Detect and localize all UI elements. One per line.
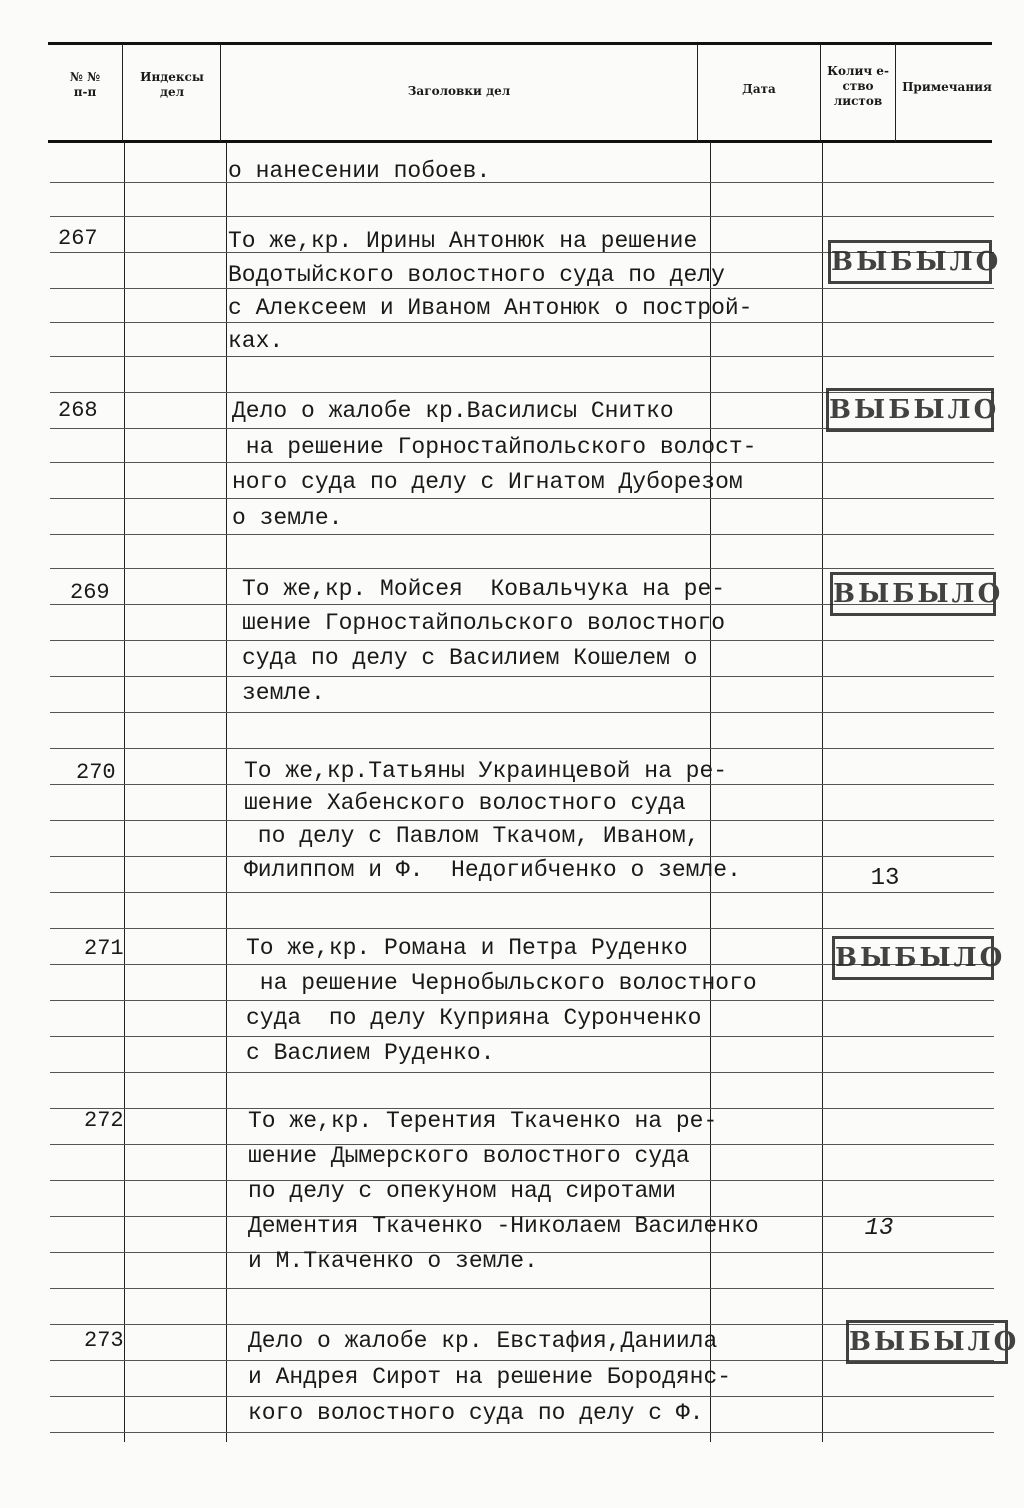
title-line: с Алексеем и Иваном Антонюк о построй- [228, 295, 753, 321]
ruled-line [50, 784, 994, 785]
withdrawn-stamp: ВЫБЫЛО [832, 936, 994, 980]
ruled-line [50, 892, 994, 893]
title-line: кого волостного суда по делу с Ф. [248, 1400, 704, 1426]
title-line: на решение Чернобыльского волостного [246, 970, 757, 996]
title-line: То же,кр. Терентия Ткаченко на ре- [248, 1108, 718, 1134]
title-line: шение Хабенского волостного суда [244, 790, 686, 816]
title-line: Дело о жалобе кр. Евстафия,Даниила [248, 1328, 718, 1354]
withdrawn-stamp: ВЫБЫЛО [826, 388, 994, 432]
header-notes: Примечания [902, 80, 992, 94]
title-line: суда по делу с Василием Кошелем о [242, 645, 698, 671]
withdrawn-stamp: ВЫБЫЛО [830, 572, 996, 616]
column-divider [226, 142, 227, 1442]
ruled-line [50, 356, 994, 357]
header-date: Дата [742, 82, 776, 96]
title-line: и Андрея Сирот на решение Бородянс- [248, 1364, 732, 1390]
ruled-line [50, 1432, 994, 1433]
header-divider [122, 44, 123, 142]
ruled-line [50, 568, 994, 569]
ruled-line [50, 534, 994, 535]
row-number: 267 [58, 226, 98, 251]
ruled-line [50, 640, 994, 641]
ruled-line [50, 928, 994, 929]
sheet-count: 13 [864, 1215, 894, 1242]
header-titles: Заголовки дел [407, 84, 511, 98]
title-line: То же,кр. Ирины Антонюк на решение [228, 228, 698, 254]
ruled-line [50, 1072, 994, 1073]
title-line: Филиппом и Ф. Недогибченко о земле. [244, 857, 741, 883]
title-line: суда по делу Куприяна Суронченко [246, 1005, 702, 1031]
ruled-line [50, 676, 994, 677]
ruled-line [50, 712, 994, 713]
title-line: То же,кр.Татьяны Украинцевой на ре- [244, 758, 728, 784]
header-divider [697, 44, 698, 142]
ruled-line [50, 216, 994, 217]
column-divider [710, 142, 711, 1442]
ruled-line [50, 748, 994, 749]
title-line: и М.Ткаченко о земле. [248, 1248, 538, 1274]
row-number: 272 [84, 1108, 124, 1133]
column-divider [822, 142, 823, 1442]
ruled-line [50, 820, 994, 821]
column-divider [124, 142, 125, 1442]
ruled-line [50, 322, 994, 323]
row-number: 268 [58, 398, 98, 423]
title-line: по делу с опекуном над сиротами [248, 1178, 676, 1204]
row-number: 273 [84, 1328, 124, 1353]
ruled-line [50, 462, 994, 463]
sheet-count: 13 [870, 865, 900, 892]
title-line: То же,кр. Мойсея Ковальчука на ре- [242, 576, 726, 602]
header-index: Индексы дел [140, 70, 204, 99]
ruled-line [50, 1396, 994, 1397]
row-number: 269 [70, 580, 110, 605]
header-divider [820, 44, 821, 142]
table-top-border [48, 42, 992, 45]
title-line: ках. [228, 328, 284, 354]
title-line: земле. [242, 680, 325, 706]
header-sheets: Колич е- ство листов [827, 64, 889, 108]
header-number: № № п-п [69, 70, 101, 99]
ruled-line [50, 1000, 994, 1001]
header-divider [220, 44, 221, 142]
title-line: с Васлием Руденко. [246, 1040, 495, 1066]
ruled-line [50, 1036, 994, 1037]
title-line: Водотыйского волостного суда по делу [228, 262, 725, 288]
header-bottom-border [48, 140, 992, 143]
title-line: на решение Горностайпольского волост- [232, 434, 757, 460]
withdrawn-stamp: ВЫБЫЛО [846, 1320, 1008, 1364]
ruled-line [50, 288, 994, 289]
title-line: по делу с Павлом Ткачом, Иваном, [244, 823, 700, 849]
ruled-line [50, 498, 994, 499]
title-line: Дементия Ткаченко -Николаем Василенко [248, 1213, 759, 1239]
title-line: шение Горностайпольского волостного [242, 610, 726, 636]
title-line: Дело о жалобе кр.Василисы Снитко [232, 398, 674, 424]
header-divider [895, 44, 896, 142]
row-number: 271 [84, 936, 124, 961]
row-number: 270 [76, 760, 116, 785]
withdrawn-stamp: ВЫБЫЛО [828, 240, 992, 284]
title-line: То же,кр. Романа и Петра Руденко [246, 935, 688, 961]
title-line: о земле. [232, 505, 343, 531]
title-line: ного суда по делу с Игнатом Дуборезом [232, 469, 743, 495]
continuation-text: о нанесении побоев. [228, 158, 491, 184]
ruled-line [50, 1288, 994, 1289]
ruled-line [50, 182, 994, 183]
title-line: шение Дымерского волостного суда [248, 1143, 690, 1169]
